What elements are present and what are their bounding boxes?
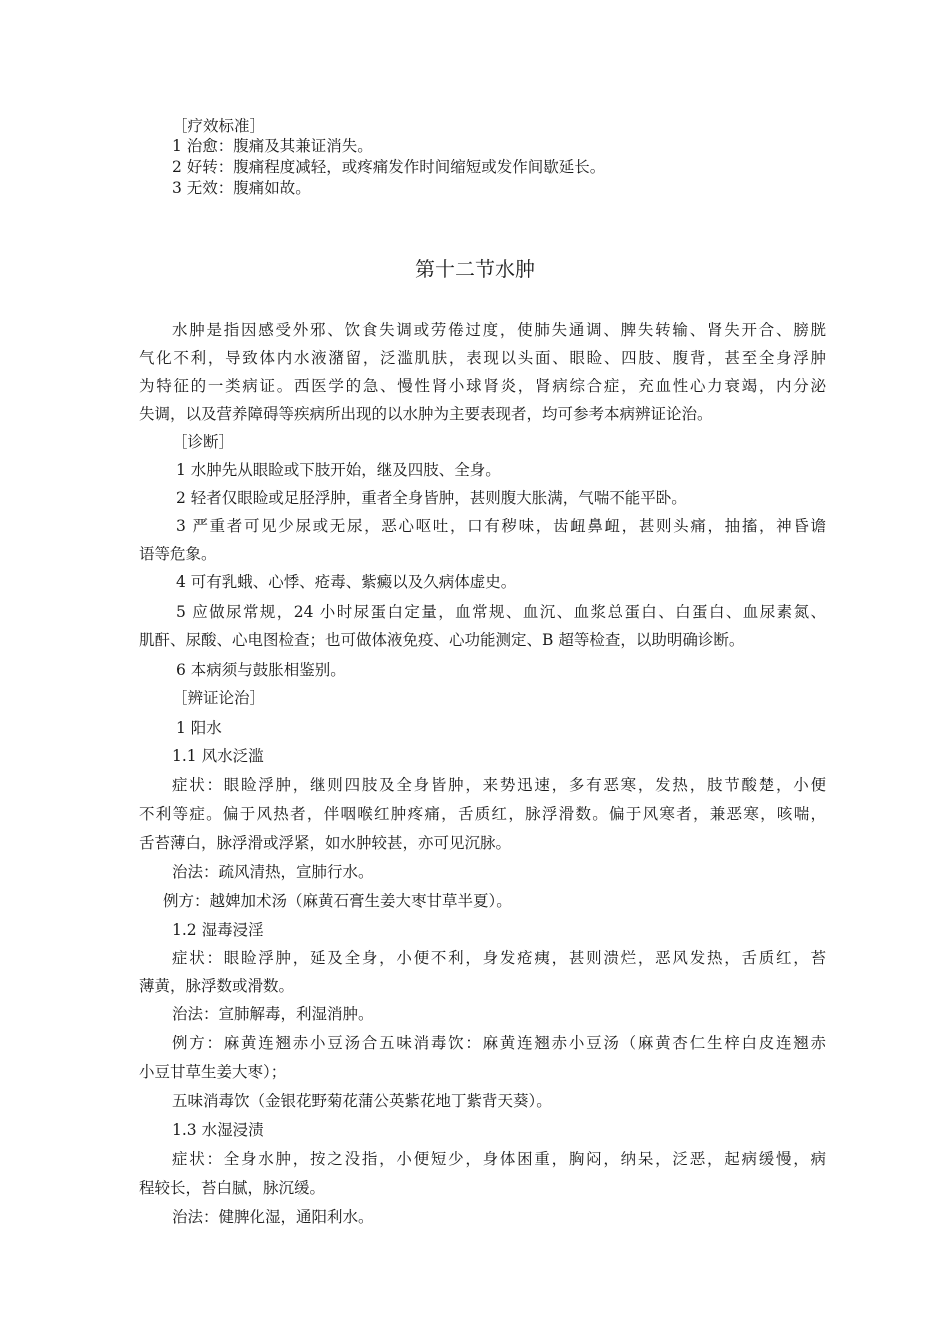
s12-method: 治法：宣肺解毒，利湿消肿。: [172, 1005, 374, 1023]
s11-symptom-a: 症状：眼睑浮肿，继则四肢及全身皆肿，来势迅速，多有恶寒，发热，肢节酸楚，小便: [172, 776, 826, 794]
s12-symptom-a: 症状：眼睑浮肿，延及全身，小便不利，身发疮痍，甚则溃烂，恶风发热，舌质红，苔: [172, 949, 826, 967]
diagnosis-item-4: 4 可有乳蛾、心悸、疮毒、紫癜以及久病体虚史。: [176, 573, 517, 591]
s11-symptom-c: 舌苔薄白，脉浮滑或浮紧，如水肿较甚，亦可见沉脉。: [139, 834, 512, 852]
intro-line-4: 失调，以及营养障碍等疾病所出现的以水肿为主要表现者，均可参考本病辨证论治。: [139, 405, 713, 423]
s11-symptom-b: 不利等症。偏于风热者，伴咽喉红肿疼痛，舌质红，脉浮滑数。偏于风寒者，兼恶寒，咳喘，: [139, 805, 826, 823]
criteria-heading: ［疗效标准］: [172, 117, 266, 135]
subsection-1-1-title: 1.1 风水泛滥: [172, 747, 264, 765]
diagnosis-heading: ［诊断］: [172, 433, 235, 451]
s12-formula-c: 五味消毒饮（金银花野菊花蒲公英紫花地丁紫背天葵）。: [172, 1092, 552, 1110]
section-title: 第十二节水肿: [415, 257, 535, 281]
s13-symptom-b: 程较长，苔白腻，脉沉缓。: [139, 1179, 326, 1197]
criteria-item-2: 2 好转：腹痛程度减轻，或疼痛发作时间缩短或发作间歇延长。: [172, 158, 606, 176]
criteria-item-3: 3 无效：腹痛如故。: [172, 179, 311, 197]
intro-line-3: 为特征的一类病证。西医学的急、慢性肾小球肾炎，肾病综合症，充血性心力衰竭，内分泌: [139, 377, 826, 395]
subsection-1-3-title: 1.3 水湿浸渍: [172, 1121, 264, 1139]
subsection-1-2-title: 1.2 湿毒浸淫: [172, 921, 264, 939]
diagnosis-item-5b: 肌酐、尿酸、心电图检查；也可做体液免疫、心功能测定、B 超等检查，以助明确诊断。: [139, 631, 745, 649]
s13-method: 治法：健脾化湿，通阳利水。: [172, 1208, 374, 1226]
diagnosis-item-2: 2 轻者仅眼睑或足胫浮肿，重者全身皆肿，甚则腹大胀满，气喘不能平卧。: [176, 489, 687, 507]
diagnosis-item-1: 1 水肿先从眼睑或下肢开始，继及四肢、全身。: [176, 461, 501, 479]
s11-method: 治法：疏风清热，宣肺行水。: [172, 863, 374, 881]
treatment-heading: ［辨证论治］: [172, 689, 266, 707]
s12-formula-a: 例方：麻黄连翘赤小豆汤合五味消毒饮：麻黄连翘赤小豆汤（麻黄杏仁生梓白皮连翘赤: [172, 1034, 826, 1052]
diagnosis-item-3a: 3 严重者可见少尿或无尿，恶心呕吐，口有秽味，齿衄鼻衄，甚则头痛，抽搐，神昏谵: [176, 517, 826, 535]
s13-symptom-a: 症状：全身水肿，按之没指，小便短少，身体困重，胸闷，纳呆，泛恶，起病缓慢，病: [172, 1150, 826, 1168]
diagnosis-item-6: 6 本病须与鼓胀相鉴别。: [176, 661, 346, 679]
s11-formula: 例方：越婢加术汤（麻黄石膏生姜大枣甘草半夏）。: [163, 892, 512, 910]
criteria-item-1: 1 治愈：腹痛及其兼证消失。: [172, 137, 373, 155]
intro-line-2: 气化不利，导致体内水液潴留，泛滥肌肤，表现以头面、眼睑、四肢、腹背，甚至全身浮肿: [139, 349, 826, 367]
s12-formula-b: 小豆甘草生姜大枣）；: [139, 1063, 287, 1081]
diagnosis-item-3b: 语等危象。: [139, 545, 217, 563]
s12-symptom-b: 薄黄，脉浮数或滑数。: [139, 977, 295, 995]
yang-water-heading: 1 阳水: [176, 719, 222, 737]
diagnosis-item-5a: 5 应做尿常规，24 小时尿蛋白定量，血常规、血沉、血浆总蛋白、白蛋白、血尿素氮、: [176, 603, 826, 621]
intro-line-1: 水肿是指因感受外邪、饮食失调或劳倦过度，使肺失通调、脾失转输、肾失开合、膀胱: [172, 321, 826, 339]
